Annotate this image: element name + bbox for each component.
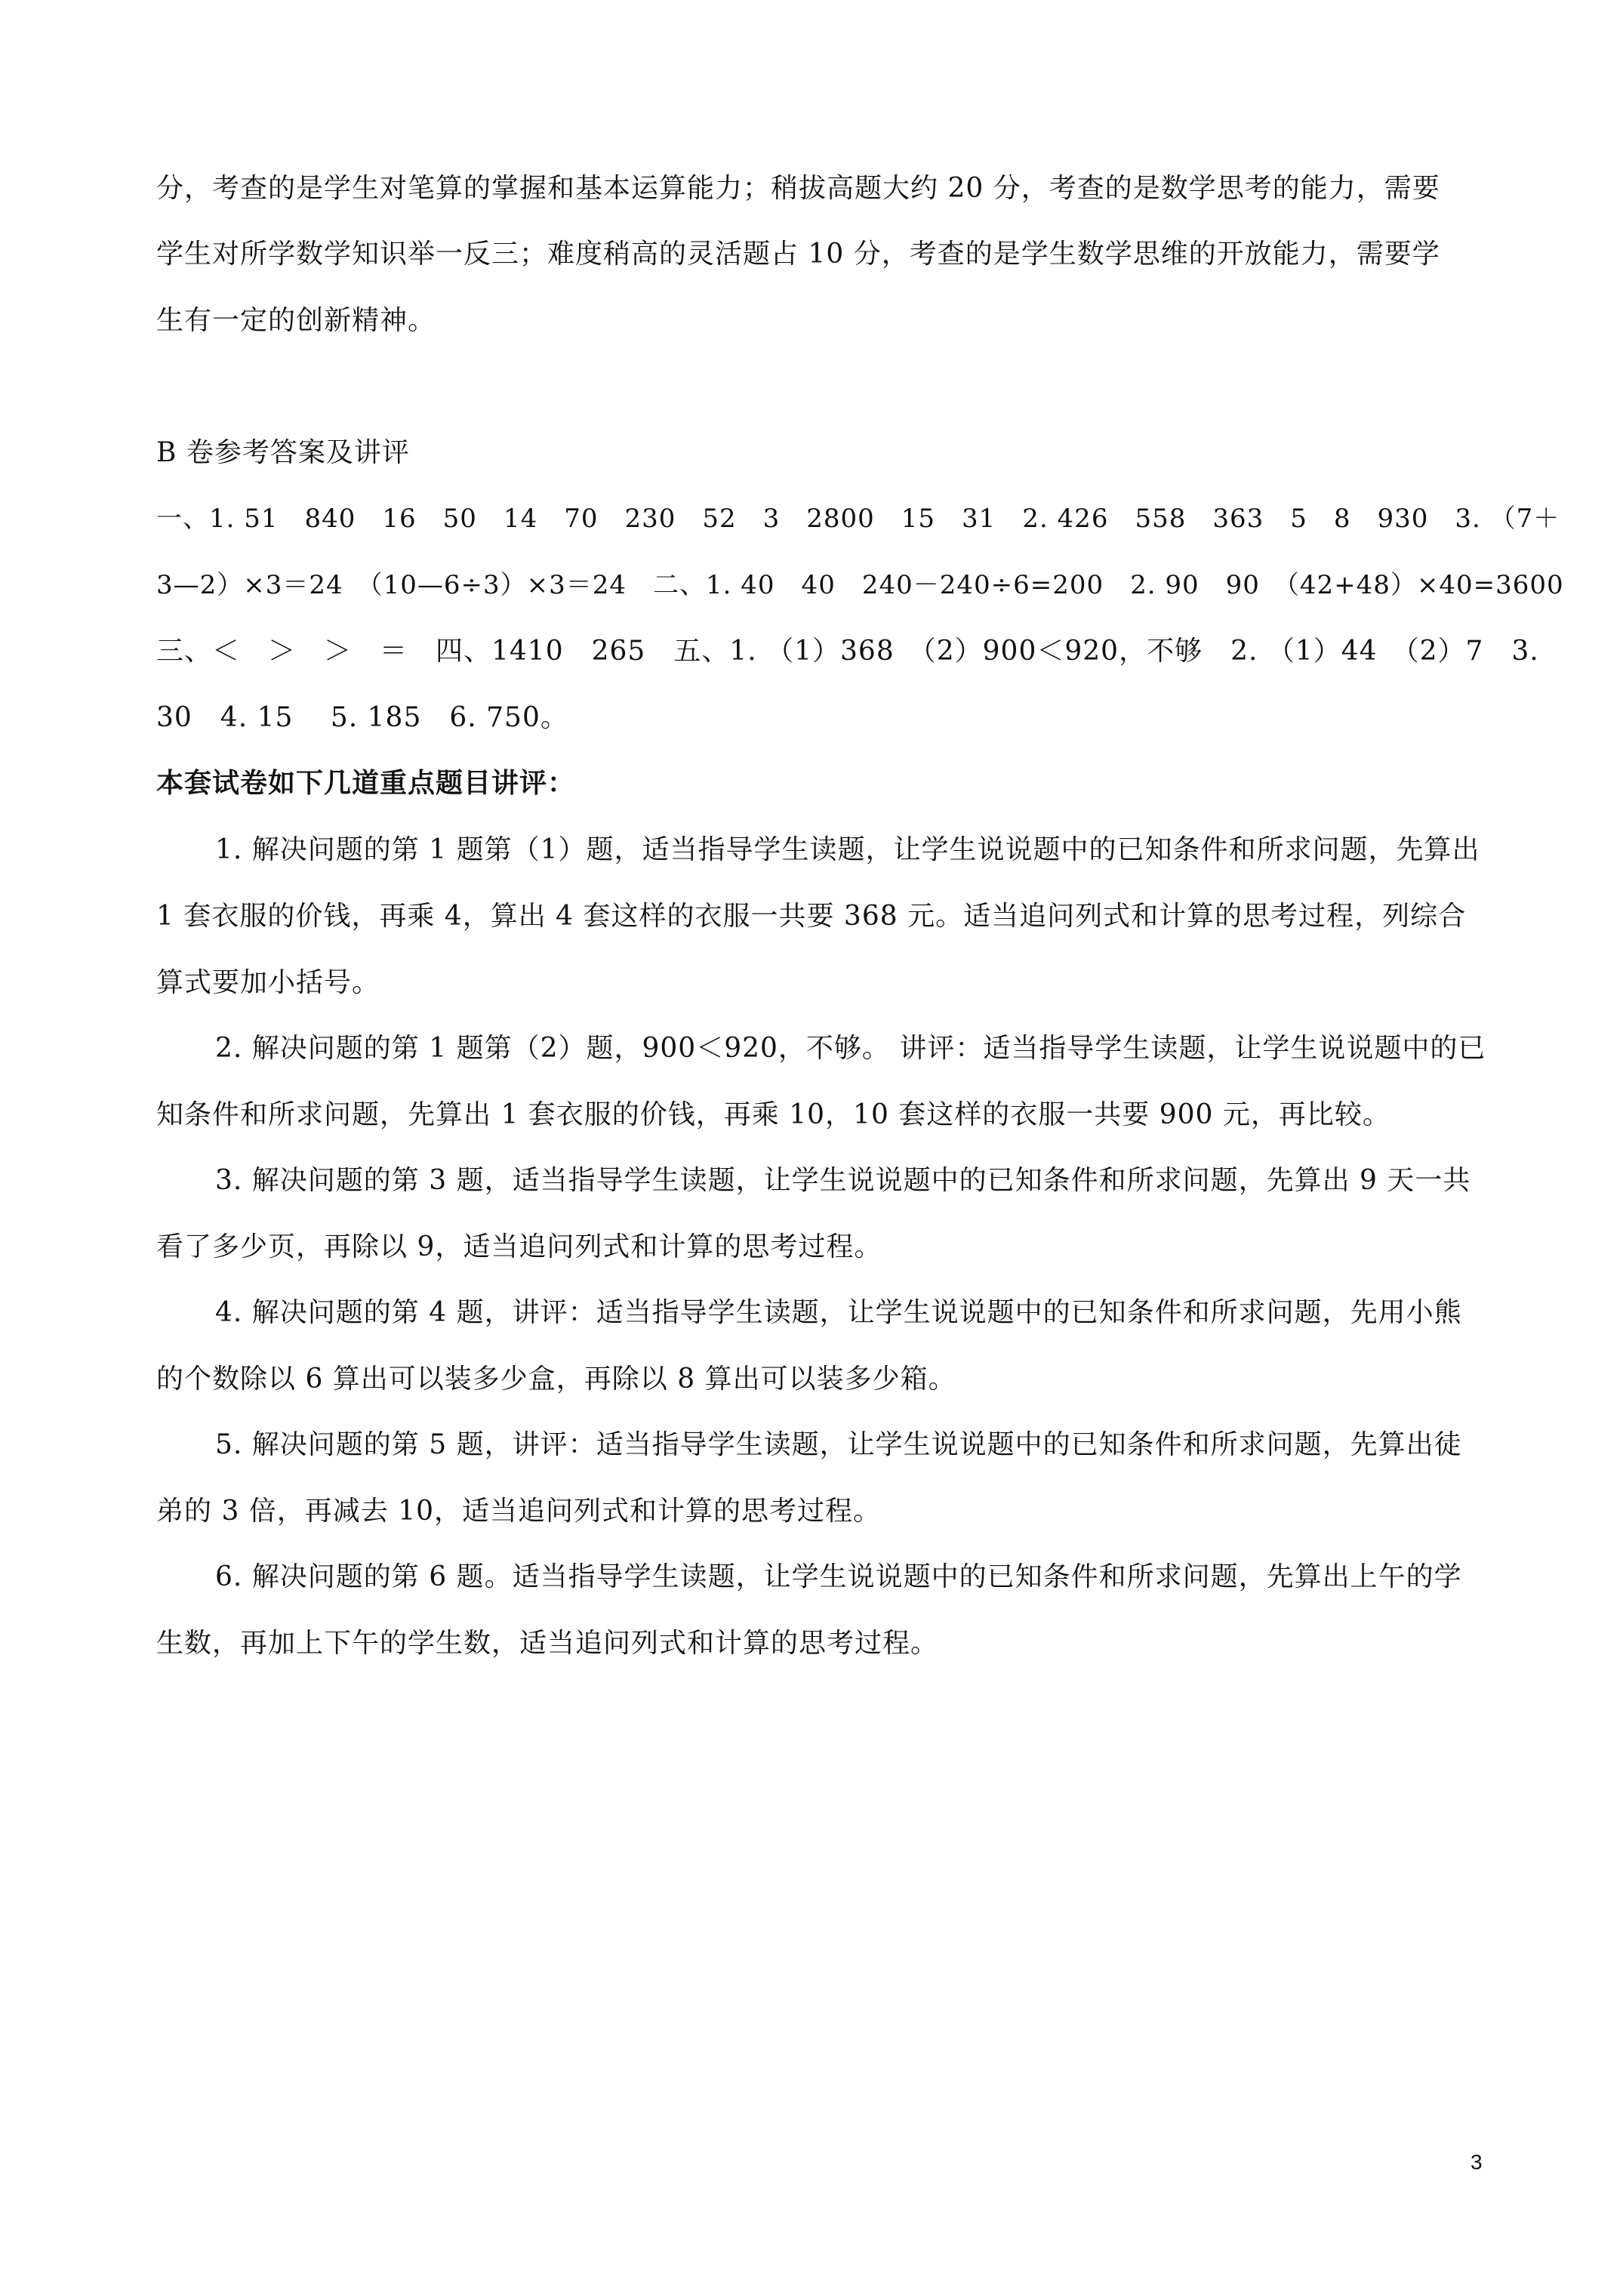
review-line-4: 2. 解决问题的第 1 题第（2）题，900＜920，不够。 讲评：适当指导学生读题，让学生说说题中的已	[215, 1033, 1486, 1064]
review-line-2: 1 套衣服的价钱，再乘 4，算出 4 套这样的衣服一共要 368 元。适当追问列式和计算的思考过程，列综合	[156, 901, 1467, 932]
review-line-3: 算式要加小括号。	[156, 967, 380, 998]
answers-heading: B 卷参考答案及讲评	[156, 437, 410, 468]
intro-line-1: 分，考查的是学生对笔算的掌握和基本运算能力；稍拔高题大约 20 分，考查的是数学思考的能力，需要	[156, 173, 1440, 204]
page-number: 3	[1471, 2150, 1483, 2174]
review-line-11: 弟的 3 倍，再减去 10，适当追问列式和计算的思考过程。	[156, 1496, 882, 1527]
review-line-10: 5. 解决问题的第 5 题，讲评：适当指导学生读题，让学生说说题中的已知条件和所求问题，先算出徒	[215, 1429, 1462, 1460]
intro-line-3: 生有一定的创新精神。	[156, 305, 436, 336]
review-line-13: 生数，再加上下午的学生数，适当追问列式和计算的思考过程。	[156, 1628, 939, 1659]
answers-line-1: 一、1. 51 840 16 50 14 70 230 52 3 2800 15 31 2. 426 558 363 5 8 930 3. （7＋	[156, 504, 1560, 534]
review-heading: 本套试卷如下几道重点题目讲评：	[156, 767, 576, 799]
review-line-7: 看了多少页，再除以 9，适当追问列式和计算的思考过程。	[156, 1231, 882, 1262]
review-line-6: 3. 解决问题的第 3 题，适当指导学生读题，让学生说说题中的已知条件和所求问题，先算出 9 天一共	[215, 1165, 1471, 1196]
answers-line-4: 30 4. 15 5. 185 6. 750。	[156, 702, 568, 733]
review-line-1: 1. 解决问题的第 1 题第（1）题，适当指导学生读题，让学生说说题中的已知条件和所求问题，先算出	[215, 834, 1480, 865]
review-line-8: 4. 解决问题的第 4 题，讲评：适当指导学生读题，让学生说说题中的已知条件和所求问题，先用小熊	[215, 1297, 1462, 1328]
review-line-5: 知条件和所求问题，先算出 1 套衣服的价钱，再乘 10，10 套这样的衣服一共要 900 元，再比较。	[156, 1099, 1390, 1130]
review-line-9: 的个数除以 6 算出可以装多少盒，再除以 8 算出可以装多少箱。	[156, 1364, 956, 1395]
answers-line-3: 三、＜ ＞ ＞ ＝ 四、1410 265 五、1. （1）368 （2）900＜920，不够 2. （1）44 （2）7 3.	[156, 636, 1539, 667]
intro-line-2: 学生对所学数学知识举一反三；难度稍高的灵活题占 10 分，考查的是学生数学思维的开放能力，需要学	[156, 239, 1440, 270]
review-line-12: 6. 解决问题的第 6 题。适当指导学生读题，让学生说说题中的已知条件和所求问题，先算出上午的学	[215, 1561, 1462, 1592]
answers-line-2: 3—2）×3＝24 （10—6÷3）×3＝24 二、1. 40 40 240－240÷6=200 2. 90 90 （42+48）×40=3600	[156, 570, 1564, 600]
